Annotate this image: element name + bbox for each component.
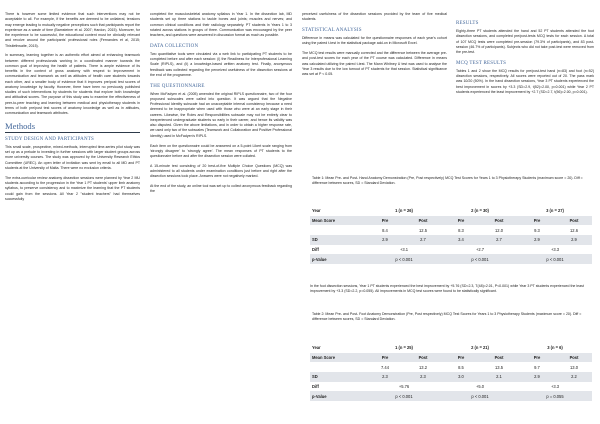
paragraph: The extra-curricular review anatomy dissection sessions were planned by Year 2 MU students according to the progression in the Year 1 PT students' upper limb anatomy syllabus, to preserve consistency and to maximize the learning that the PT students could gain from the sessions. All Year 2 "student teachers" had themselves successfully: [5, 175, 140, 201]
table-cell: Year: [312, 345, 321, 351]
table-cell: p = 0.055: [518, 391, 592, 401]
column-1: [5, 12, 140, 207]
heading-rule: [5, 132, 140, 133]
subsection-heading: RESULTS: [456, 21, 479, 26]
table-cell: +3.3: [550, 247, 560, 253]
table-cell: Post: [404, 216, 442, 226]
table-cell: +3.3: [550, 384, 560, 390]
paragraph: A 15-minute test consisting of 20 best-of-five Multiple Choice Questions (MCQ) was administered to all students under examination conditions just before and right after the dissection sessions took place. Answers were not negatively marked.: [150, 163, 292, 179]
section-heading-methods: Methods: [5, 120, 36, 131]
table-row: [310, 382, 592, 392]
table-cell: 2.9: [518, 372, 556, 382]
table-cell: Pre: [518, 353, 556, 363]
subsection-heading: THE QUESTIONNAIRE: [150, 83, 205, 89]
paragraph: Difference in means was calculated for the questionnaire responses of each year's cohort using the paired t-test in the statistical package add-on in Microsoft Excel.: [302, 36, 447, 46]
subsection-heading: MCQ TEST RESULTS: [456, 60, 507, 66]
table-cell: Pre: [366, 353, 404, 363]
table-cell: 13.2: [419, 364, 427, 370]
table-cell: Mean Score: [310, 353, 366, 363]
table-cell: Pre: [442, 353, 480, 363]
table-cell: p < 0.001: [518, 254, 592, 264]
table-cell: SD: [310, 235, 366, 245]
table-cell: SD: [310, 372, 366, 382]
paragraph: In summary, learning together is an authentic effort aimed at enhancing teamwork between different professionals working in a coordinated manner towards the common goal of improving the health of patients. There is ample evidence of its benefits in the context of gross anatomy with respect to improvement in communication and teamwork as well as attitudes of health care students towards each other, and a smaller body of evidence that it improves pre/post test scores of anatomy knowledge by faculty. However, there have been no previously published studies of such interventions by students for students that explore both knowledge and attitudinal scores. The purpose of this study was to examine the effectiveness of peer-to-peer teaching and learning between medical and physiotherapy students in terms of both pre/post test scores of anatomy knowledge as well as in attitudes, communication and teamwork attributes.: [5, 53, 140, 116]
table-cell: Post: [556, 353, 592, 363]
table-row: [310, 372, 592, 382]
table-cell: 2.9: [366, 235, 404, 245]
table-cell: 2.1: [480, 372, 518, 382]
table-cell: p < 0.001: [366, 391, 442, 401]
paragraph: completed the musculoskeletal anatomy syllabus in Year 1. In the dissection lab, MD students set up three stations to tackle bones and joints; muscles and nerves; and common clinical conditions and their radiology separately. PT students in Years 1 to 3 rotated across stations in groups of three. Communication was encouraged by the peer teachers, and questions were answered in discussion format as much as possible.: [150, 12, 292, 37]
table-cell: +3.1: [399, 247, 409, 253]
table-cell: Pre: [518, 216, 556, 226]
table-cell: 2.2: [556, 372, 592, 382]
column-4: [456, 18, 594, 100]
subsection-heading: STATISTICAL ANALYSIS: [302, 28, 362, 34]
table-cell: Post: [404, 353, 442, 363]
table-cell: 12.0: [495, 227, 503, 233]
table-row: [310, 391, 592, 401]
table-cell: 1 (n = 26): [395, 208, 413, 214]
table-cell: p < 0.001: [442, 391, 518, 401]
table-cell: Year: [312, 208, 321, 214]
table-row: [310, 362, 592, 372]
paragraph: There is however some limited evidence that such interventions may not be acceptable to all. For example, if the benefits are deemed to be unilateral, tensions may emerge leading to mutually negative perceptions such that participants report the experience as a waste of time (Bamsteiner et al. 2007; Hardon, 2015). Moreover, for the experience to be successful, the educational content must be clinically relevant and revolve around the participants' professional roles (Fernandes et al, 2015; Thistlethwaite, 2015).: [5, 12, 140, 48]
table-2-caption: Table 2: Mean Pre- and Post- Foot Anatomy Demonstration (Pre, Post respectively) MCQ Test Scores for Years 1 to 3 Physiotherapy Students (maximum score = 20). Diff = difference between scores, SD = Standard Deviation.: [312, 312, 582, 321]
table-cell: Post: [480, 353, 518, 363]
table-cell: Diff: [312, 247, 319, 253]
column-3: [302, 12, 447, 82]
subsection-heading: DATA COLLECTION: [150, 43, 199, 49]
table-cell: +2.7: [475, 247, 485, 253]
subsection-heading: STUDY DESIGN AND PARTICIPANTS: [5, 136, 94, 142]
table-cell: 2.9: [556, 235, 592, 245]
table-row: [310, 235, 592, 245]
table-cell: 2.7: [404, 235, 442, 245]
table-cell: 9.3: [534, 227, 540, 233]
paragraph: Eighty-three PT students attended the hand and 52 PT students attended the foot dissection sessions, and completed pre/post-tests MCQ tests for each session. A total of 107 MCQ tests were completed pre-session (79.3% of participants), and 83 post-session (46.7% of participants). Subjects who did not take post-test were removed from the pre-test.: [456, 29, 594, 54]
table-cell: 3.4: [442, 235, 480, 245]
table-cell: 3.0: [442, 372, 480, 382]
table-cell: 2 (n = 21): [471, 345, 489, 351]
paragraph: Two quantitative tools were circulated via a web link to participating PT students to be completed before and after each session: (i) the Readiness for Interprofessional Learning Scale (RIPLS), and (ii) a knowledge-based written anatomy test. Finally, anonymous feedback was collected regarding the perceived usefulness of the dissection sessions at the end of the programme.: [150, 51, 292, 77]
table-cell: +5.76: [398, 384, 410, 390]
paragraph: Tables 1 and 2 show the MCQ results for pre/post-test hand (n=83) and foot (n=52) dissection sessions, respectively. All scores were reported out of 20. The pass mark was 10/20 (50%). In the hand dissection sessions, Year 3 PT students experienced the best improvement in scores by +3.3 (SD=2.9, t(52)=2.00, p=0.001) while Year 2 PT students experienced the least improvement by +2.7 (SD=2.7, t(56)=2.00, p=0.001).: [456, 68, 594, 94]
table-row: [310, 254, 592, 264]
table-cell: 12.5: [419, 227, 427, 233]
table-row: [310, 343, 592, 353]
table-1-caption: Table 1: Mean Pre- and Post- Hand Anatomy Demonstration (Pre, Post respectively) MCQ Test Scores for Years 1 to 3 Physiotherapy Students (maximum score = 20). Diff = difference between scores, SD = Standard Deviation.: [312, 176, 583, 185]
paragraph: perceived usefulness of the dissection sessions provided by the team of five medical students.: [302, 12, 447, 22]
table-cell: p-Value: [310, 391, 366, 401]
table-row: [310, 353, 592, 363]
table-cell: 2.9: [518, 235, 556, 245]
table-cell: 7.44: [381, 364, 389, 370]
table-cell: 12.6: [570, 227, 578, 233]
table-cell: 3 (n = 27): [546, 208, 564, 214]
paragraph: The MCQ test results were manually corrected and the difference between the average pre- and post-test scores for each year of the PT course was calculated. Difference in means was calculated utilizing the paired t-test. The Mann Whitney U test was used to analyse the Year 3 results due to the low turnout of PT students for that session. Statistical significance was set at P < 0.05.: [302, 51, 447, 77]
table-cell: 8.5: [458, 364, 464, 370]
table-cell: Post: [480, 216, 518, 226]
paragraph: At the end of the study, an online tool was set up to collect anonymous feedback regarding the: [150, 184, 292, 194]
table-cell: p-Value: [310, 254, 366, 264]
table-cell: p < 0.001: [442, 254, 518, 264]
table-cell: 9.7: [534, 364, 540, 370]
table-cell: 13.0: [570, 364, 578, 370]
table-cell: 2.3: [404, 372, 442, 382]
table-cell: 2.7: [480, 235, 518, 245]
table-row: [310, 245, 592, 255]
table-row: [310, 216, 592, 226]
table-cell: 1 (n = 25): [395, 345, 413, 351]
table-cell: 8.4: [382, 227, 388, 233]
paragraph: This small scale, prospective, mixed-methods, interrupted time-series pilot study was set up as a prelude to investing in further sessions with larger student groups across more university courses. The study was approved by the University Research Ethics Committee (UREC). An open letter of invitation was sent by email to all MD and PT students at the University of Malta. There were no exclusion criteria.: [5, 144, 140, 170]
table-row: [310, 206, 592, 216]
table-cell: Pre: [442, 216, 480, 226]
table-cell: Mean Score: [310, 216, 366, 226]
table-1: [310, 206, 592, 264]
paragraph: Each item on the questionnaire could be answered on a 5-point Likert scale ranging from 'strongly disagree' to 'strongly agree'. The mean responses of PT students to the questionnaire before and after the dissection session were collated.: [150, 143, 292, 159]
column-2: [150, 12, 292, 199]
table-cell: Diff: [312, 384, 319, 390]
table-cell: 8.3: [458, 227, 464, 233]
table-cell: 2 (n = 30): [471, 208, 489, 214]
table-cell: 3 (n = 6): [547, 345, 563, 351]
table-cell: 13.5: [495, 364, 503, 370]
paragraph: When McFadyen et al. (2005) amended the original RIPLS questionnaire, two of the four proposed subscales were called into question. It was argued that the Negative Professional Identity subscale had an unacceptable internal consistency because a need deemed to be inappropriate when used with those who were at an early stage in their careers. Likewise, the Roles and Responsibilities subscale may not be entirely clear to inexperienced undergraduate students so early in their career, and hence its validity was also disputed. Given the above limitations, and in order to obtain a higher response rate, we used only two of the subscales (Teamwork and Collaboration and Positive Professional Identity) used in McFadyen's RIPLS.: [150, 91, 292, 138]
table-cell: Pre: [366, 216, 404, 226]
table-cell: Post: [556, 216, 592, 226]
table-row: [310, 225, 592, 235]
table-cell: +5.0: [475, 384, 485, 390]
results-paragraph: In the foot dissection sessions, Year 1 PT students experienced the best improvement by +5.76 (SD=2.3, T(48)=2.01, P<0.001) while Year 3 PT students experienced the least improvement by +3.3 (SD=2.2, p=0.055). All improvements in MCQ test scores were found to be statistically significant.: [310, 284, 584, 293]
table-cell: 2.3: [366, 372, 404, 382]
table-cell: p < 0.001: [366, 254, 442, 264]
table-2: [310, 343, 592, 401]
